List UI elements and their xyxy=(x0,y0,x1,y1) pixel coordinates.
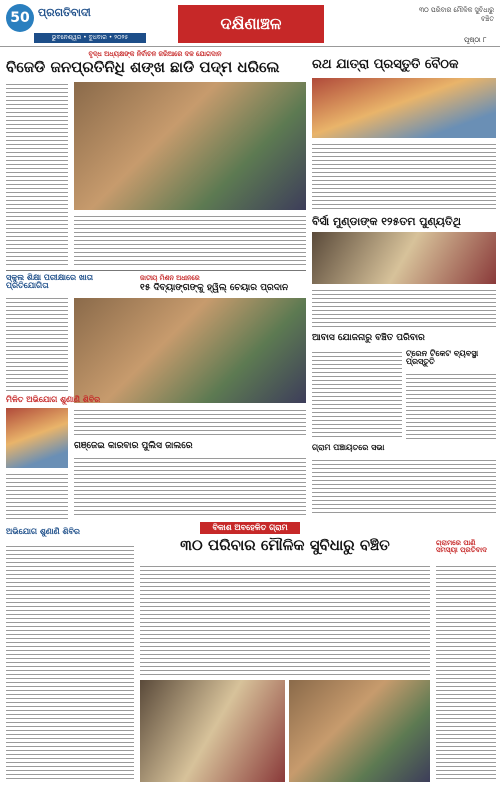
complaint-headline: ଅଭିଯୋଗ ଶୁଣାଣି ଶିବିର xyxy=(6,527,80,536)
birsa-body xyxy=(312,288,496,328)
newspaper-name: ପ୍ରଗତିବାଦୀ xyxy=(38,6,91,19)
camp-headline: ମିଳିତ ଅଭିଯୋଗ ଶୁଣାଣି ଶିବିର xyxy=(6,395,101,404)
divyang-kicker: ଜାତୀୟ ମିଶନ ଅଧୀନରେ xyxy=(140,274,200,282)
divyang-headline: ୧୫ ଦିବ୍ୟାଙ୍ଗଙ୍କୁ ହ୍ୱିଲ୍ ଚେୟାର ପ୍ରଦାନ xyxy=(140,283,289,293)
village-headline: ଗ୍ରାମ ପଞ୍ଚାୟତରେ ସଭା xyxy=(312,443,385,452)
complaint-body xyxy=(6,544,134,782)
divyang-photo xyxy=(74,298,306,403)
camp-body xyxy=(6,472,68,520)
development-banner: ବିକାଶ ଅବହେଳିତ ଗ୍ରାମ xyxy=(200,522,300,534)
lead-body-column xyxy=(6,82,68,267)
ticket-body xyxy=(406,372,496,440)
lead-body-lower xyxy=(74,214,306,266)
lead-kicker: ବୃଦ୍ଧ ଅଧ୍ୟକ୍ଷଙ୍କ ନିର୍ବାଚନ ଜରିଆରେ ଦଳ ଯୋଗଦାନ xyxy=(88,50,222,58)
anniversary-logo: 50 xyxy=(6,4,34,32)
divider xyxy=(6,270,306,271)
housing-headline: ଆବାସ ଯୋଜନାରୁ ବଞ୍ଚିତ ପରିବାର xyxy=(312,333,425,343)
main-bottom-body xyxy=(140,564,430,676)
ganja-body xyxy=(74,456,306,516)
village-body xyxy=(312,458,496,516)
divyang-body xyxy=(74,408,306,438)
rath-headline: ରଥ ଯାତ୍ରା ପ୍ରସ୍ତୁତି ବୈଠକ xyxy=(312,57,459,72)
rath-body xyxy=(312,142,496,212)
right-bottom-body xyxy=(436,564,496,782)
camp-photo xyxy=(6,408,68,468)
lead-headline: ବିଜେଡି ଜନପ୍ରତିନିଧି ଶଙ୍ଖ ଛାଡି ପଦ୍ମ ଧରିଲେ xyxy=(6,58,280,76)
top-right-note: ୩୦ ପରିବାର ମୌଳିକ ସୁବିଧାରୁ ବଞ୍ଚିତ xyxy=(418,6,494,23)
rath-photo xyxy=(312,78,496,138)
lead-photo xyxy=(74,82,306,210)
right-bottom-headline: ଗ୍ରାମରେ ପାଣି ସମସ୍ୟା ପ୍ରତିବାଦ xyxy=(436,539,487,555)
school-headline: ସ୍କୁଲ ଶିକ୍ଷା ପରୀକ୍ଷାରେ ଖାତା ପ୍ରତିଯୋଗିତା xyxy=(6,273,94,291)
housing-body xyxy=(312,350,402,440)
bottom-photo-right xyxy=(289,680,430,782)
birsa-photo xyxy=(312,232,496,284)
bottom-photo-left xyxy=(140,680,285,782)
school-body xyxy=(6,296,68,391)
main-bottom-headline: ୩୦ ପରିବାର ମୌଳିକ ସୁବିଧାରୁ ବଞ୍ଚିତ xyxy=(180,536,390,554)
ganja-headline: ଗଞ୍ଜେଇ କାରବାର ପୁଲିସ ଜାଲରେ xyxy=(74,441,193,451)
birsa-headline: ବିର୍ସା ମୁଣ୍ଡାଙ୍କ ୧୨୫ତମ ପୁଣ୍ୟତିଥି xyxy=(312,215,461,228)
date-line: ଭୁବନେଶ୍ୱର • ବୁଧବାର • ୨୦୨୫ xyxy=(34,33,146,43)
page-number: ପୃଷ୍ଠା ୮ xyxy=(464,36,487,44)
section-title: ଦକ୍ଷିଣାଞ୍ଚଳ xyxy=(178,5,324,43)
ticket-headline: ଟ୍ରେନ ଟିକେଟ ବ୍ୟବସ୍ଥା ପ୍ରସ୍ତୁତି xyxy=(406,349,479,367)
